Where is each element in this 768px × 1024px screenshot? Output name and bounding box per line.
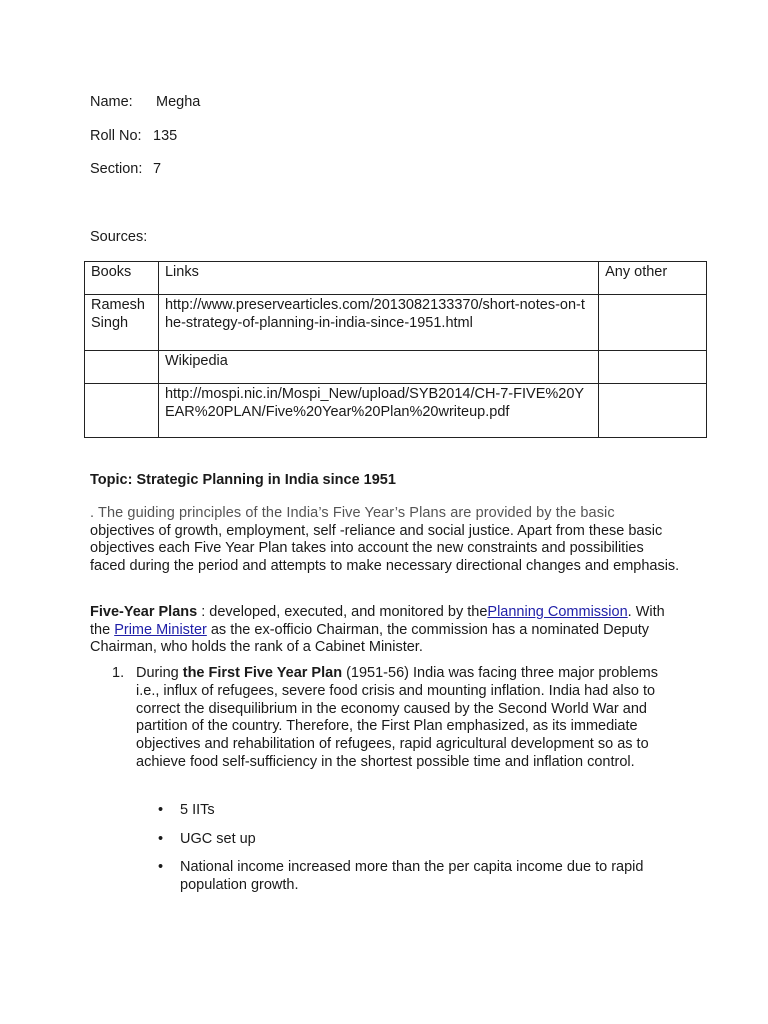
five-year-paragraph <box>90 604 680 657</box>
five-year-text2: . With the <box>90 604 665 638</box>
list-item <box>158 801 678 819</box>
first-plan-text: (1951-56) India was facing three major problems i.e., influx of refugees, severe food crisis and mounting inflation. India had also to correct the disequilibrium in the economy caused by the Second World War and partition of the country. Therefore, the First Plan emphasized, as its immediate objectives and rehabilitation of refugees, rapid agricultural development so as to achieve food self-sufficiency in the shortest possible time and inflation control. <box>136 665 658 770</box>
name-value: Megha <box>156 94 201 110</box>
intro-first-line: . The guiding principles of the India’s Five Year’s Plans are provided by the basic <box>90 505 615 521</box>
five-year-bold: Five-Year Plans <box>90 604 198 620</box>
sources-heading: Sources: <box>90 229 148 245</box>
roll-label: Roll No: <box>90 128 142 144</box>
first-plan-pre: During <box>136 665 183 681</box>
section-label: Section: <box>90 161 143 177</box>
prime-minister-link[interactable]: Prime Minister <box>114 621 207 638</box>
roll-field <box>90 127 177 145</box>
first-plan-bold: the First Five Year Plan <box>182 665 343 681</box>
cell-link[interactable]: http://mospi.nic.in/Mospi_New/upload/SYB2014/CH-7-FIVE%20YEAR%20PLAN/Five%20Year%20Plan%20writeup.pdf <box>158 384 598 438</box>
table-row <box>85 295 707 351</box>
header-links: Links <box>158 262 598 295</box>
intro-rest: objectives of growth, employment, self -reliance and social justice. Apart from these basic objectives each Five Year Plan takes into account the new constraints and possibilities faced during the period and attempts to make necessary directional changes and emphasis. <box>90 522 680 575</box>
bullet-text: National income increased more than the per capita income due to rapid population growth. <box>180 859 644 893</box>
list-number: 1. <box>112 665 125 681</box>
topic-heading: Topic: Strategic Planning in India since 1951 <box>90 472 396 488</box>
bullet-text: UGC set up <box>180 831 256 847</box>
cell-other <box>599 384 707 438</box>
bullet-icon: • <box>158 802 164 818</box>
five-year-text3: as the ex-officio Chairman, the commission has a nominated Deputy Chairman, who holds the rank of a Cabinet Minister. <box>90 621 650 656</box>
bullet-icon: • <box>158 831 164 847</box>
table-row <box>85 351 707 384</box>
first-plan-list-item <box>112 665 672 772</box>
cell-link: Wikipedia <box>158 351 598 384</box>
cell-other <box>599 295 707 351</box>
bullet-icon: • <box>158 859 164 875</box>
planning-commission-link[interactable]: Planning Commission <box>487 604 628 620</box>
section-value: 7 <box>153 161 162 177</box>
list-item <box>158 858 678 894</box>
bullet-text: 5 IITs <box>180 802 215 818</box>
table-header-row <box>85 262 707 295</box>
roll-value: 135 <box>153 128 178 144</box>
name-label: Name: <box>90 94 133 110</box>
intro-paragraph <box>90 505 680 576</box>
cell-book: Ramesh Singh <box>85 295 159 351</box>
name-field <box>90 93 200 111</box>
first-plan-body <box>136 665 672 772</box>
list-item <box>158 830 678 848</box>
table-row <box>85 384 707 438</box>
cell-other <box>599 351 707 384</box>
header-any-other: Any other <box>599 262 707 295</box>
header-books: Books <box>85 262 159 295</box>
cell-book <box>85 384 159 438</box>
section-field <box>90 160 161 178</box>
cell-book <box>85 351 159 384</box>
five-year-text1: : developed, executed, and monitored by the <box>197 604 488 620</box>
sources-table <box>84 261 707 438</box>
cell-link[interactable]: http://www.preservearticles.com/2013082133370/short-notes-on-the-strategy-of-planning-in-india-since-1951.html <box>158 295 598 351</box>
